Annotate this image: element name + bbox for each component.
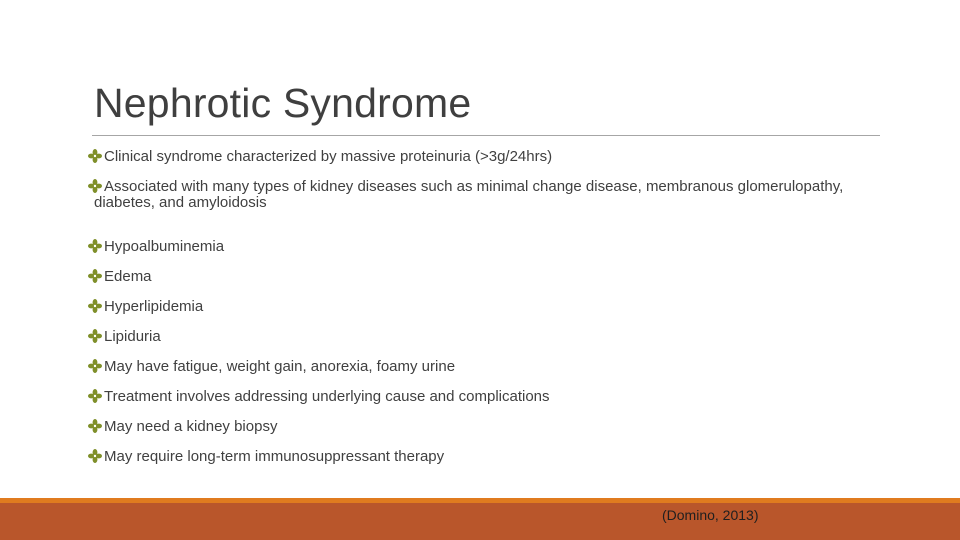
- bullet-item: [88, 296, 868, 326]
- bullet-text: May require long-term immunosuppressant therapy: [104, 448, 445, 465]
- bullet-item: [88, 176, 868, 236]
- four-leaf-diamond-icon: [88, 149, 102, 163]
- bullet-item: [88, 386, 868, 416]
- bullet-text: Edema: [104, 268, 152, 285]
- four-leaf-diamond-icon: [88, 359, 102, 373]
- title-divider: [92, 135, 880, 136]
- citation: (Domino, 2013): [662, 507, 759, 523]
- bullet-item: [88, 236, 868, 266]
- bullet-item: [88, 266, 868, 296]
- four-leaf-diamond-icon: [88, 329, 102, 343]
- four-leaf-diamond-icon: [88, 269, 102, 283]
- bullet-text: Lipiduria: [104, 328, 161, 345]
- bullet-item: [88, 356, 868, 386]
- bullet-text: Hyperlipidemia: [104, 298, 204, 315]
- bullet-item: [88, 146, 868, 176]
- slide-title: Nephrotic Syndrome: [94, 80, 472, 126]
- four-leaf-diamond-icon: [88, 299, 102, 313]
- four-leaf-diamond-icon: [88, 179, 102, 193]
- bullet-list: [88, 146, 868, 476]
- bullet-text: May need a kidney biopsy: [104, 418, 278, 435]
- bullet-item: [88, 326, 868, 356]
- bullet-text: Treatment involves addressing underlying cause and complications: [104, 388, 550, 405]
- four-leaf-diamond-icon: [88, 239, 102, 253]
- bullet-text: Clinical syndrome characterized by massive proteinuria (>3g/24hrs): [104, 148, 553, 165]
- footer-bar: [0, 503, 960, 540]
- bullet-item: [88, 446, 868, 476]
- bullet-text: Associated with many types of kidney diseases such as minimal change disease, membranous glomerulopathy, diabetes, and amyloidosis: [94, 178, 844, 211]
- four-leaf-diamond-icon: [88, 389, 102, 403]
- bullet-item: [88, 416, 868, 446]
- four-leaf-diamond-icon: [88, 449, 102, 463]
- bullet-text: May have fatigue, weight gain, anorexia, foamy urine: [104, 358, 456, 375]
- bullet-text: Hypoalbuminemia: [104, 238, 225, 255]
- four-leaf-diamond-icon: [88, 419, 102, 433]
